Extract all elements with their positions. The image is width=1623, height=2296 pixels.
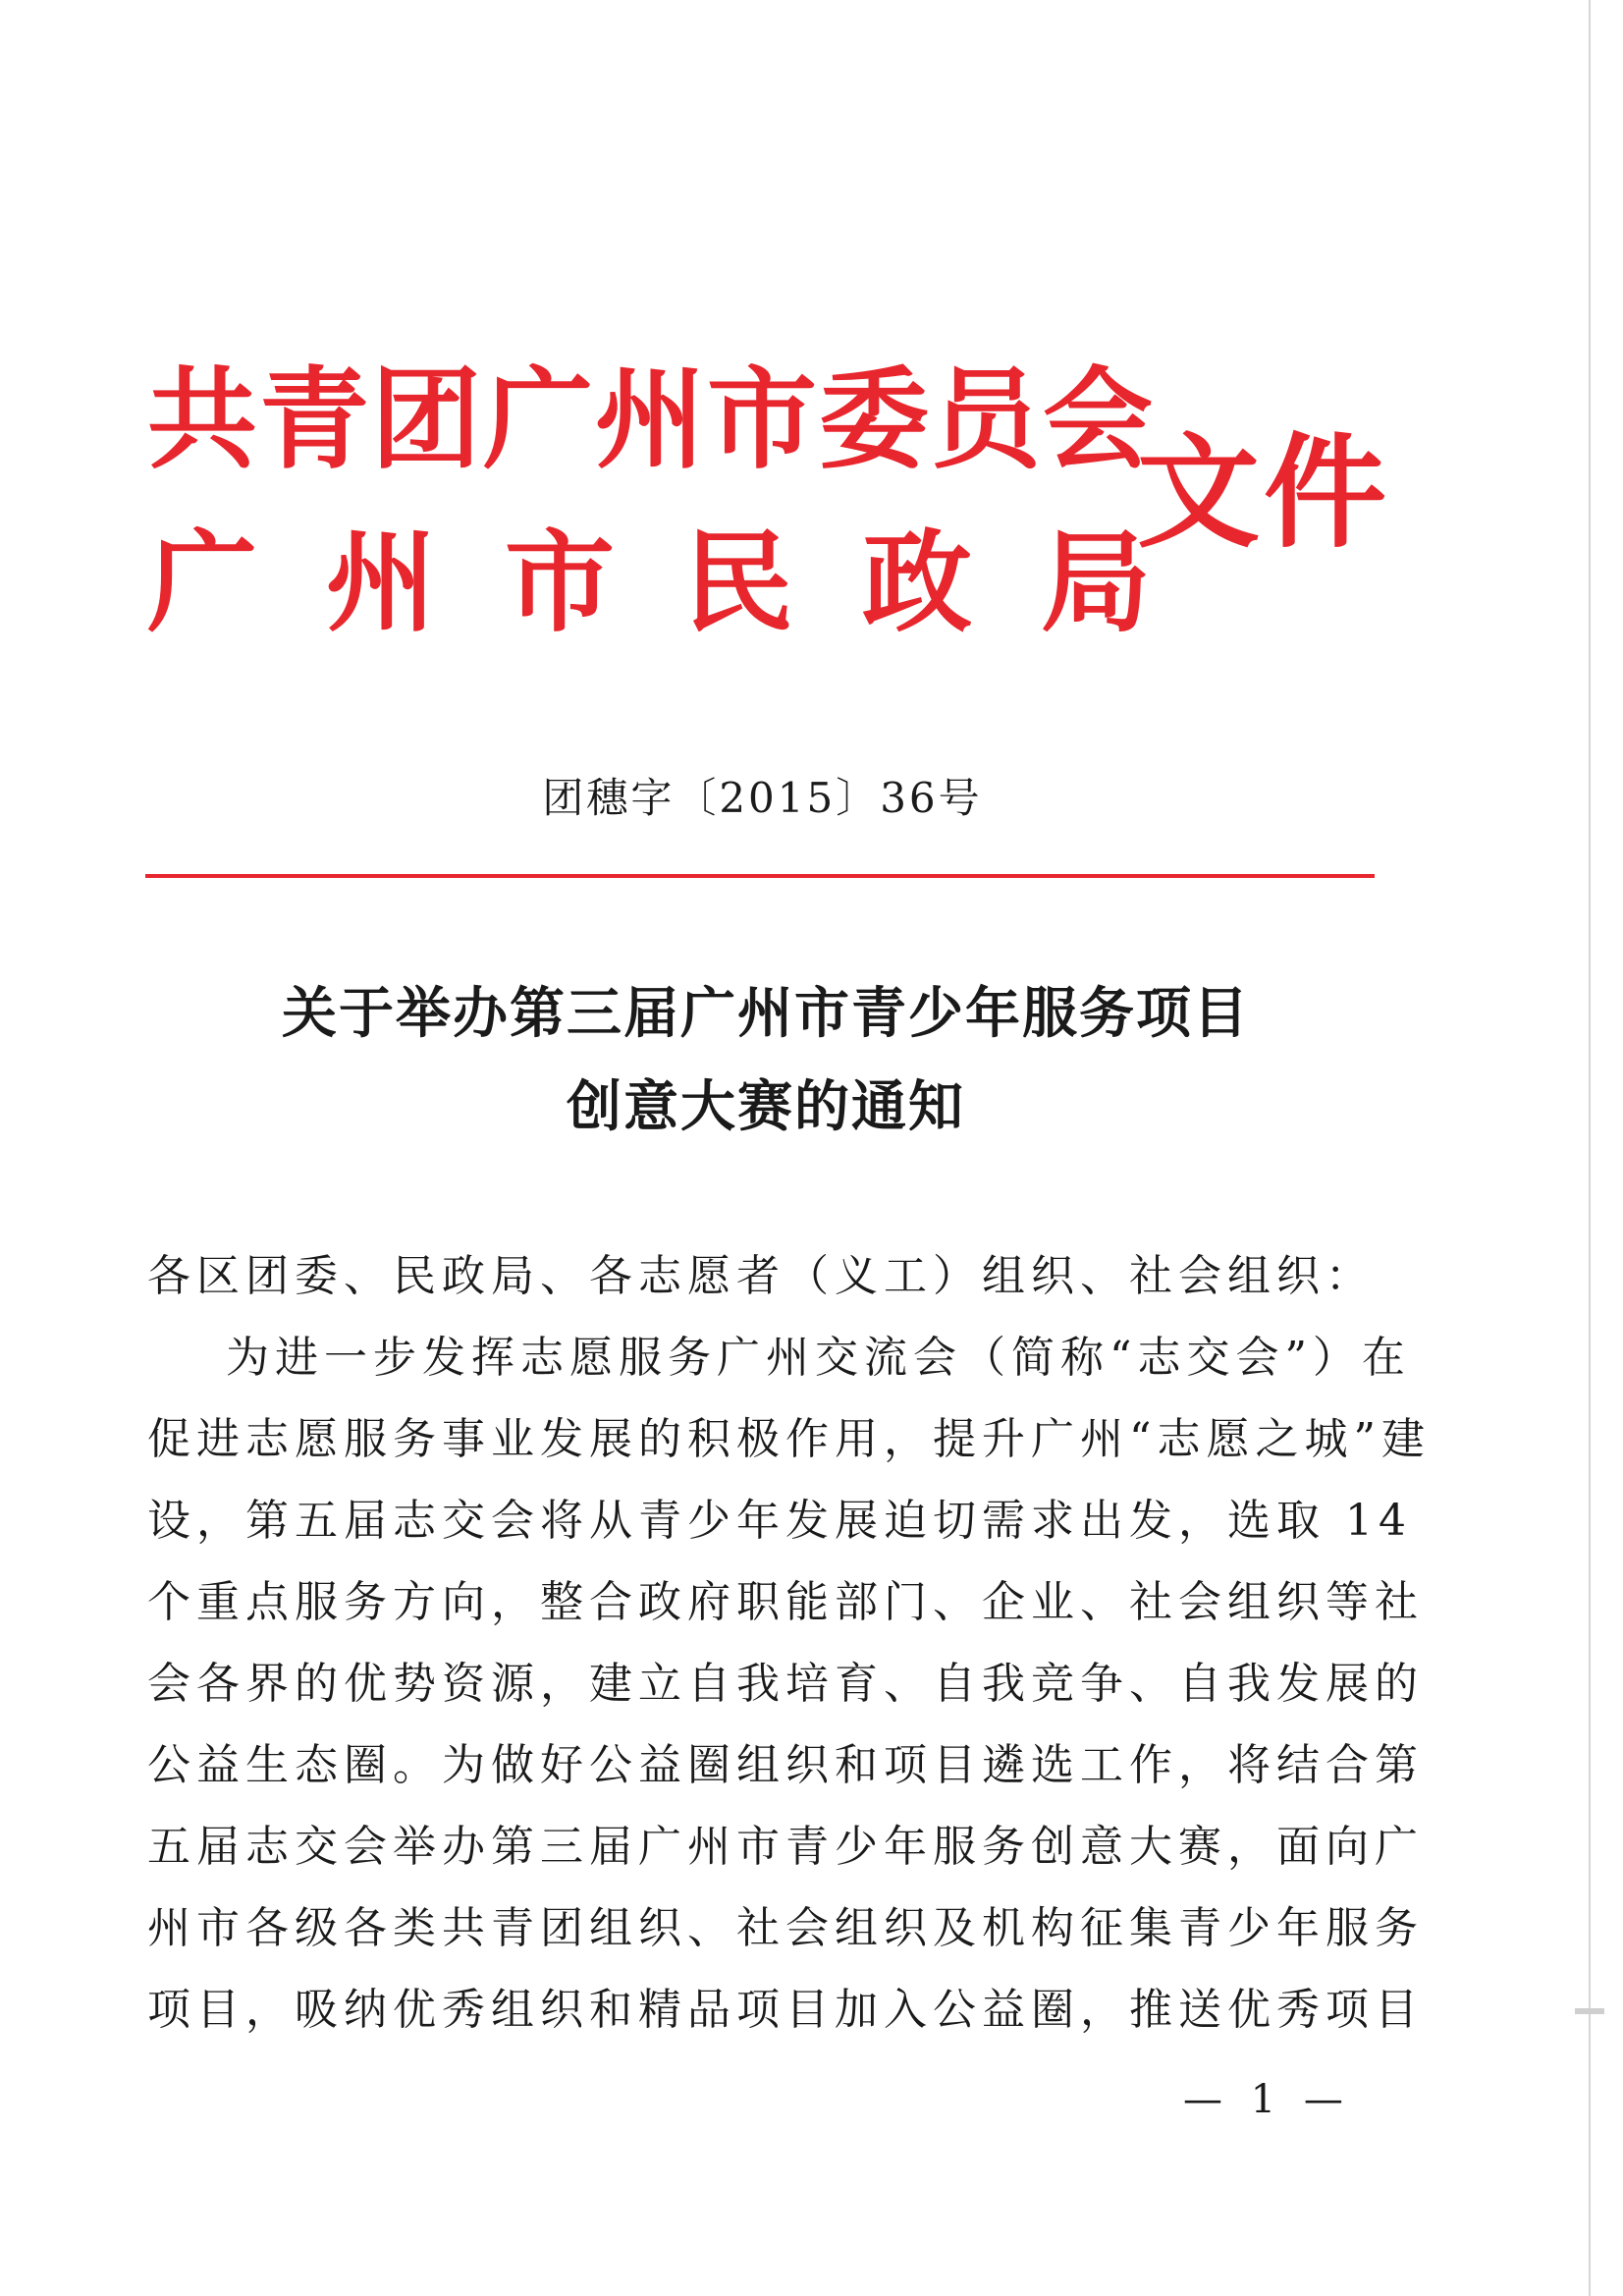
body-line: 州市各级各类共青团组织、社会组织及机构征集青少年服务 xyxy=(147,1903,1424,1953)
body-line: 五届志交会举办第三届广州市青少年服务创意大赛，面向广 xyxy=(147,1822,1424,1872)
red-masthead xyxy=(0,0,1623,687)
document-title-line-1: 关于举办第三届广州市青少年服务项目 xyxy=(282,982,1250,1046)
body-line: 促进志愿服务事业发展的积极作用，提升广州“志愿之城”建 xyxy=(147,1414,1431,1464)
body-line: 个重点服务方向，整合政府职能部门、企业、社会组织等社 xyxy=(147,1577,1424,1627)
red-divider-line xyxy=(145,874,1375,878)
scan-mark xyxy=(1575,2008,1604,2014)
document-number: 团穗字〔2015〕36号 xyxy=(542,774,983,822)
body-line: 设，第五届志交会将从青少年发展迫切需求出发，选取 14 xyxy=(147,1496,1412,1546)
body-line: 为进一步发挥志愿服务广州交流会（简称“志交会”）在 xyxy=(147,1333,1411,1383)
document-title-line-2: 创意大赛的通知 xyxy=(567,1075,965,1139)
body-line: 公益生态圈。为做好公益圈组织和项目遴选工作，将结合第 xyxy=(147,1740,1424,1790)
salutation: 各区团委、民政局、各志愿者（义工）组织、社会组织： xyxy=(147,1251,1375,1301)
body-line: 项目，吸纳优秀组织和精品项目加入公益圈，推送优秀项目 xyxy=(147,1985,1424,2035)
page-number: — 1 — xyxy=(1183,2077,1351,2122)
masthead-suffix: 文件 xyxy=(1137,422,1390,565)
masthead-org-2: 广州市民政局 xyxy=(147,519,1219,647)
masthead-org-1: 共青团广州市委员会 xyxy=(147,356,1155,484)
body-line: 会各界的优势资源，建立自我培育、自我竞争、自我发展的 xyxy=(147,1659,1424,1709)
